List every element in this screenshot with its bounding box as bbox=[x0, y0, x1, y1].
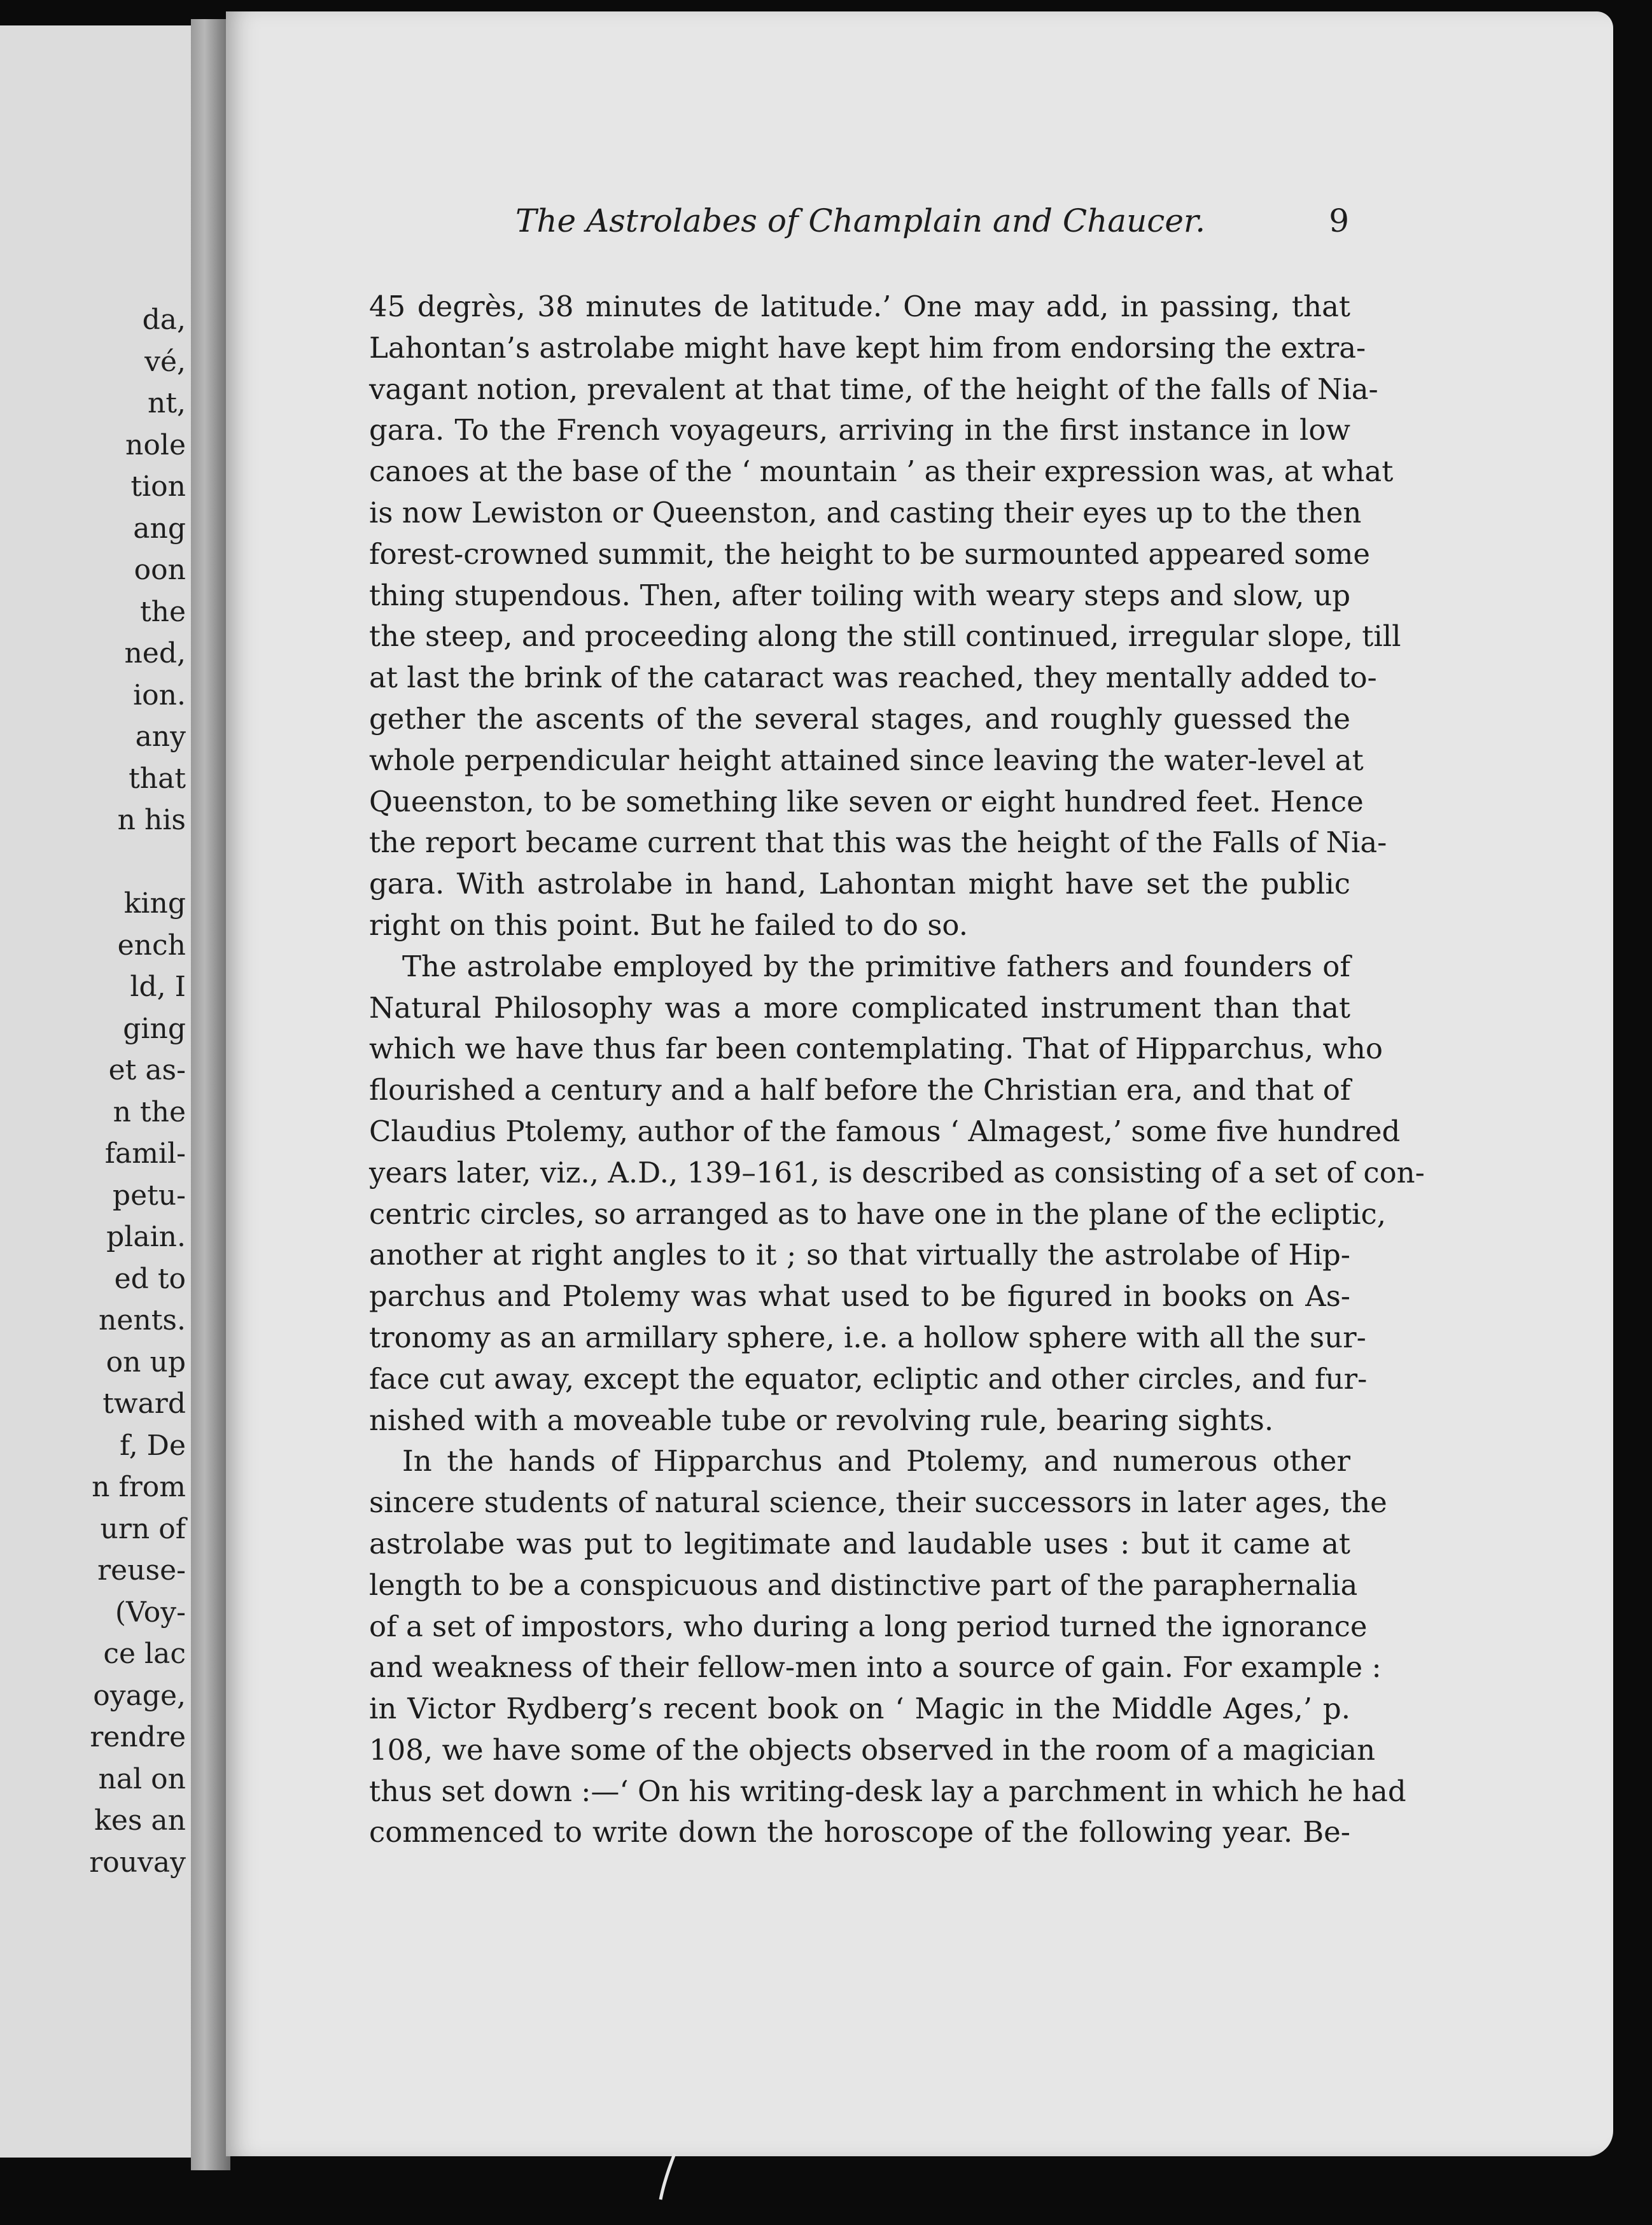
left-page-line: famil- bbox=[104, 1137, 186, 1170]
text-line: which we have thus far been contemplating. That of Hipparchus, who bbox=[369, 1032, 1383, 1066]
text-line: and weakness of their fellow-men into a source of gain. For example : bbox=[369, 1650, 1382, 1685]
text-line: 108, we have some of the objects observed in the room of a magician bbox=[369, 1732, 1376, 1767]
left-page-line: king bbox=[123, 887, 186, 920]
left-page-line: tward bbox=[102, 1387, 186, 1420]
text-line: 45 degrès, 38 minutes de latitude.’ One may add, in passing, that bbox=[369, 290, 1350, 323]
paragraph bbox=[369, 1441, 1406, 1853]
text-line: the report became current that this was the height of the Falls of Nia- bbox=[369, 825, 1387, 860]
text-line: another at right angles to it ; so that virtually the astrolabe of Hip- bbox=[369, 1238, 1350, 1272]
running-head bbox=[515, 202, 1349, 253]
text-line: the steep, and proceeding along the still continued, irregular slope, till bbox=[369, 619, 1401, 654]
text-line: of a set of impostors, who during a long period turned the ignorance bbox=[369, 1609, 1368, 1643]
left-page-line: n his bbox=[117, 804, 186, 836]
left-page-line: (Voy- bbox=[115, 1596, 186, 1629]
body-text bbox=[369, 286, 1425, 1853]
text-line: canoes at the base of the ‘ mountain ’ as their expression was, at what bbox=[369, 454, 1394, 489]
left-page-line bbox=[89, 841, 186, 883]
left-page-line: tion bbox=[130, 470, 186, 503]
text-line: gether the ascents of the several stages, and roughly guessed the bbox=[369, 701, 1350, 736]
text-line: Claudius Ptolemy, author of the famous ‘ Almagest,’ some five hundred bbox=[369, 1114, 1401, 1148]
text-line: nished with a moveable tube or revolving rule, bearing sights. bbox=[369, 1403, 1274, 1437]
left-page-line: nal on bbox=[98, 1762, 186, 1795]
left-page-line: rouvay bbox=[89, 1846, 186, 1879]
text-line: face cut away, except the equator, ecliptic and other circles, and fur- bbox=[369, 1361, 1368, 1396]
left-page-line: rendre bbox=[90, 1721, 186, 1753]
text-line: thus set down :—‘ On his writing-desk lay a parchment in which he had bbox=[369, 1774, 1406, 1808]
left-page-line: vé, bbox=[144, 345, 186, 378]
left-page-line: n the bbox=[113, 1095, 186, 1128]
margin-mark bbox=[655, 2151, 681, 2202]
left-page-line: on up bbox=[106, 1345, 186, 1379]
text-line: right on this point. But he failed to do so. bbox=[369, 908, 969, 942]
left-page-line: plain. bbox=[106, 1221, 186, 1253]
running-head-title: The Astrolabes of Champlain and Chaucer. bbox=[515, 202, 1206, 239]
left-page-line: ench bbox=[117, 929, 186, 962]
text-line: length to be a conspicuous and distinctive part of the paraphernalia bbox=[369, 1568, 1358, 1602]
left-page-line: ging bbox=[123, 1012, 186, 1045]
text-line: whole perpendicular height attained since leaving the water-level at bbox=[369, 743, 1364, 777]
left-page-line: et as- bbox=[108, 1054, 186, 1086]
left-page-line: oon bbox=[134, 554, 186, 586]
left-page-line: urn of bbox=[100, 1512, 186, 1545]
text-line: thing stupendous. Then, after toiling with weary steps and slow, up bbox=[369, 578, 1350, 612]
left-page-line: f, De bbox=[119, 1429, 186, 1462]
text-line: commenced to write down the horoscope of the following year. Be- bbox=[369, 1815, 1350, 1849]
text-line: at last the brink of the cataract was reached, they mentally added to- bbox=[369, 661, 1377, 695]
text-line: Lahontan’s astrolabe might have kept him from endorsing the extra- bbox=[369, 330, 1366, 365]
left-page-lines bbox=[89, 299, 186, 1883]
text-line: Queenston, to be something like seven or eight hundred feet. Hence bbox=[369, 784, 1364, 818]
text-line: tronomy as an armillary sphere, i.e. a hollow sphere with all the sur- bbox=[369, 1320, 1366, 1354]
left-page-line: nents. bbox=[99, 1304, 186, 1337]
text-line: centric circles, so arranged as to have one in the plane of the ecliptic, bbox=[369, 1197, 1387, 1231]
left-page-line: ang bbox=[133, 512, 186, 545]
text-line: vagant notion, prevalent at that time, of the height of the falls of Nia- bbox=[369, 372, 1378, 406]
text-line: sincere students of natural science, their successors in later ages, the bbox=[369, 1485, 1387, 1520]
text-line: flourished a century and a half before the Christian era, and that of bbox=[369, 1073, 1351, 1107]
text-line: is now Lewiston or Queenston, and casting their eyes up to the then bbox=[369, 495, 1362, 530]
left-page-line: any bbox=[135, 720, 186, 753]
page-number: 9 bbox=[1329, 202, 1349, 239]
paragraph bbox=[369, 946, 1425, 1442]
text-line: gara. With astrolabe in hand, Lahontan might have set the public bbox=[369, 867, 1350, 901]
left-page-line: ion. bbox=[133, 678, 186, 712]
text-line: gara. To the French voyageurs, arriving in the first instance in low bbox=[369, 413, 1350, 447]
text-line: The astrolabe employed by the primitive fathers and founders of bbox=[402, 949, 1350, 983]
left-page-line: kes an bbox=[94, 1804, 186, 1837]
left-page-line: ce lac bbox=[103, 1638, 186, 1670]
left-page-line: ed to bbox=[114, 1262, 186, 1295]
left-page-line: the bbox=[139, 595, 186, 628]
left-page-line: nole bbox=[125, 428, 186, 461]
left-page-line: that bbox=[129, 762, 186, 795]
left-page-fragment bbox=[0, 25, 191, 2158]
text-line: forest-crowned summit, the height to be surmounted appeared some bbox=[369, 537, 1371, 571]
left-page-line: da, bbox=[142, 304, 186, 336]
left-page-line: nt, bbox=[147, 387, 186, 419]
book-gutter bbox=[191, 19, 230, 2170]
text-line: Natural Philosophy was a more complicated instrument than that bbox=[369, 990, 1350, 1025]
left-page-line: ld, I bbox=[130, 971, 186, 1003]
text-line: In the hands of Hipparchus and Ptolemy, and numerous other bbox=[402, 1444, 1350, 1478]
text-line: years later, viz., A.D., 139–161, is described as consisting of a set of con- bbox=[369, 1155, 1425, 1190]
left-page-line: oyage, bbox=[93, 1679, 186, 1712]
left-page-line: n from bbox=[92, 1471, 186, 1503]
left-page-line: ned, bbox=[124, 637, 186, 670]
paragraph bbox=[369, 286, 1401, 946]
left-page-line: reuse- bbox=[97, 1554, 186, 1587]
text-line: astrolabe was put to legitimate and laudable uses : but it came at bbox=[369, 1526, 1350, 1561]
text-line: parchus and Ptolemy was what used to be figured in books on As- bbox=[369, 1279, 1350, 1314]
text-line: in Victor Rydberg’s recent book on ‘ Magic in the Middle Ages,’ p. bbox=[369, 1692, 1350, 1726]
left-page-line: petu- bbox=[112, 1179, 186, 1212]
